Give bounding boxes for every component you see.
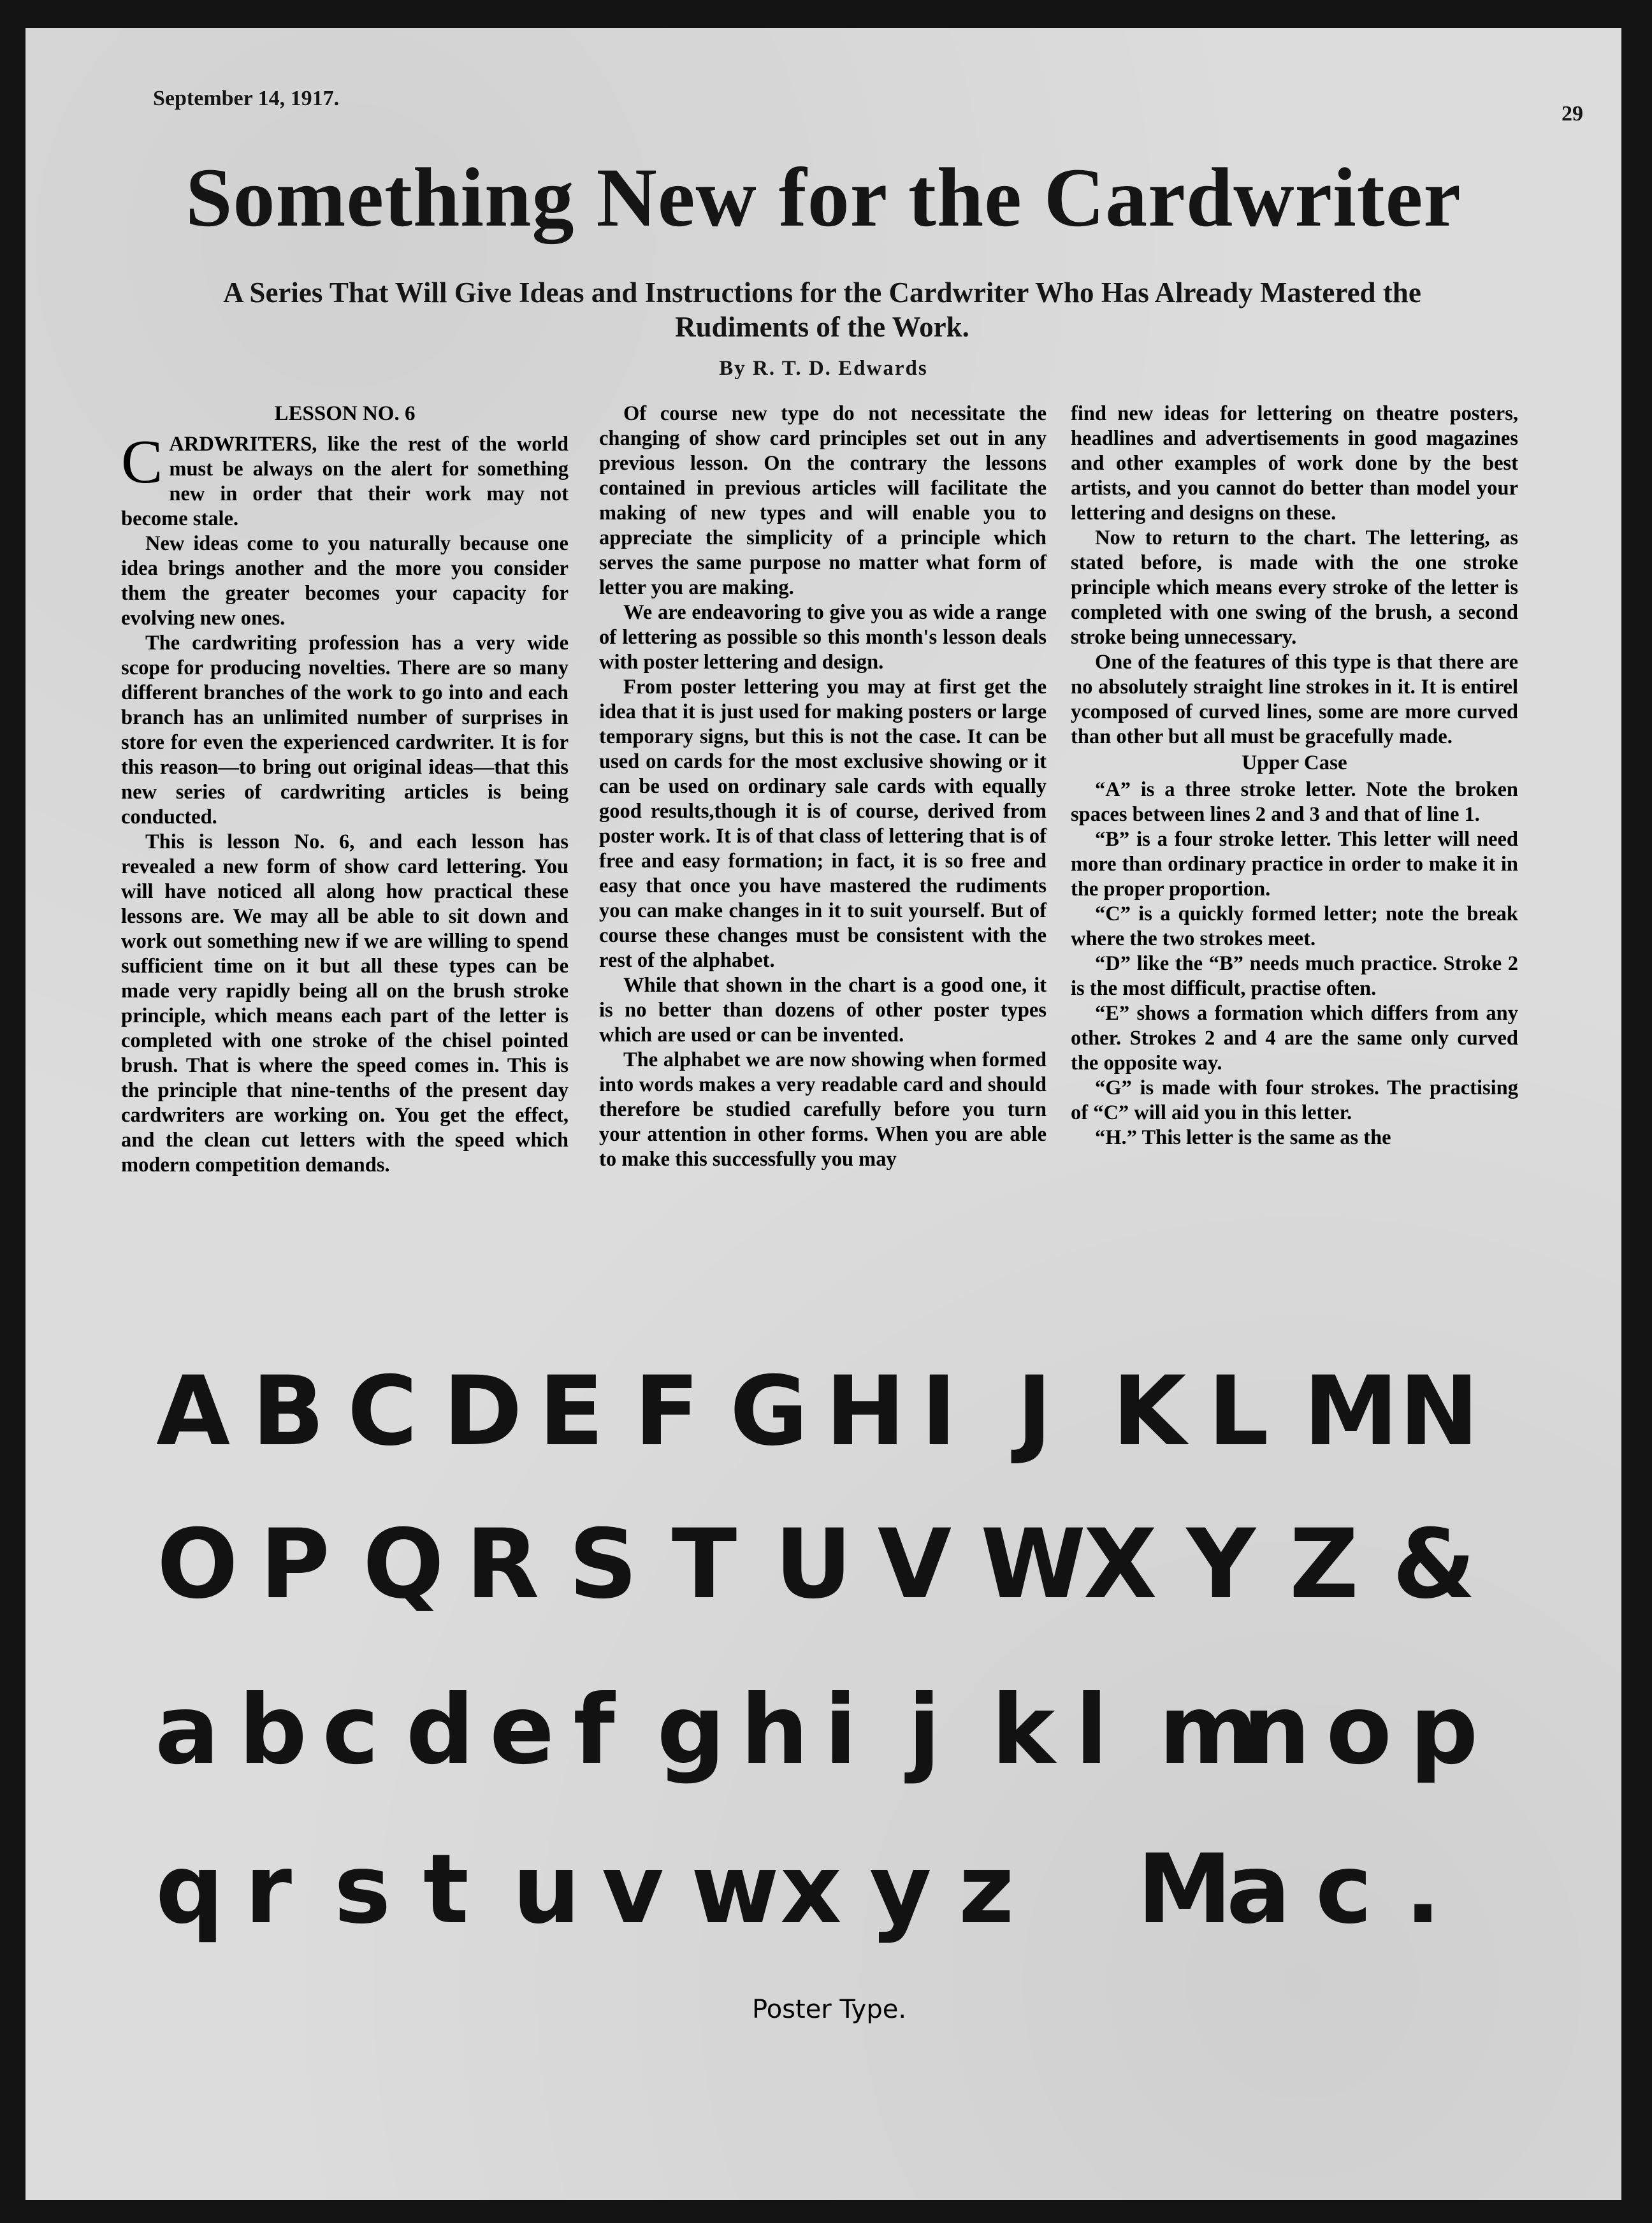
alphabet-glyph: J	[1017, 1356, 1052, 1467]
alphabet-glyph: T	[671, 1509, 737, 1620]
alphabet-row-3	[147, 1675, 1517, 1836]
chart-caption: Poster Type.	[752, 1995, 907, 2024]
paragraph: “A” is a three stroke letter. Note the broken spaces between lines 2 and 3 and that of line 1.	[1071, 778, 1518, 826]
alphabet-glyph: t	[423, 1834, 469, 1945]
byline: By R. T. D. Edwards	[719, 357, 928, 380]
alphabet-glyph: D	[443, 1356, 523, 1467]
alphabet-glyph: a	[155, 1675, 220, 1786]
paragraph	[121, 427, 569, 532]
paragraph: “C” is a quickly formed letter; note the break where the two strokes meet.	[1071, 902, 1518, 950]
alphabet-glyph: r	[245, 1834, 292, 1945]
alphabet-chart	[147, 1356, 1517, 2046]
alphabet-glyph: x	[780, 1834, 842, 1945]
lesson-heading: LESSON NO. 6	[274, 402, 416, 425]
alphabet-glyph: B	[252, 1356, 325, 1467]
alphabet-glyph: V	[877, 1509, 952, 1620]
page-number: 29	[1561, 102, 1583, 126]
alphabet-glyph: p	[1409, 1675, 1479, 1786]
paragraph: The cardwriting profession has a very wide scope for producing novelties. There are so many different branches of the work to go into and each branch has an unlimited number of surprises in store for even the experienced cardwriter. It is for this reason—to bring out original ideas—that this new series of cardwriting articles is being conducted.	[121, 631, 569, 829]
paragraph: While that shown in the chart is a good one, it is no better than dozens of other poster types which are used or can be invented.	[599, 974, 1047, 1046]
alphabet-glyph: a	[1226, 1834, 1291, 1945]
alphabet-glyph: g	[656, 1675, 725, 1786]
alphabet-glyph: l	[1075, 1675, 1108, 1786]
alphabet-glyph: f	[573, 1675, 615, 1786]
alphabet-row-1	[147, 1356, 1517, 1517]
paragraph: We are endeavoring to give you as wide a range of lettering as possible so this month's lesson deals with poster lettering and design.	[599, 601, 1047, 674]
alphabet-glyph: &	[1392, 1509, 1476, 1620]
alphabet-glyph: z	[959, 1834, 1015, 1945]
drop-cap: C	[121, 427, 163, 496]
paragraph: “E” shows a formation which differs from any other. Strokes 2 and 4 are the same only curved the opposite way.	[1071, 1001, 1518, 1075]
alphabet-glyph: e	[489, 1675, 554, 1786]
alphabet-glyph: R	[465, 1509, 540, 1620]
alphabet-glyph: w	[691, 1834, 779, 1945]
alphabet-glyph: S	[569, 1509, 638, 1620]
paragraph: This is lesson No. 6, and each lesson has revealed a new form of show card lettering. You will have noticed all along how practical these lessons are. We may all be able to sit down and work out something new if we are willing to spend sufficient time on it but all these types can be made very rapidly being all on the brush stroke principle, which means each part of the letter is completed with one stroke of the chisel pointed brush. That is where the speed comes in. This is the principle that nine-tenths of the present day cardwriters are working on. You get the effect, and the clean cut letters with the speed which modern competition demands.	[121, 830, 569, 1177]
alphabet-glyph: L	[1208, 1356, 1269, 1467]
article-subtitle: A Series That Will Give Ideas and Instructions for the Cardwriter Who Has Already Mastered the Rudiments of the Work.	[223, 277, 1421, 343]
article-title: Something New for the Cardwriter	[185, 150, 1461, 244]
paragraph: New ideas come to you naturally because one idea brings another and the more you consider them the greater becomes your capacity for evolving new ones.	[121, 532, 569, 630]
alphabet-row-2	[147, 1509, 1517, 1670]
alphabet-glyph: i	[824, 1675, 857, 1786]
alphabet-glyph: M	[1303, 1356, 1399, 1467]
issue-date: September 14, 1917.	[153, 87, 340, 110]
alphabet-glyph: H	[825, 1356, 906, 1467]
alphabet-glyph: P	[259, 1509, 330, 1620]
paragraph: find new ideas for lettering on theatre posters, headlines and advertisements in good magazines and other examples of work done by the best artists, and you cannot do better than model your lettering and designs on these.	[1071, 402, 1518, 525]
alphabet-glyph: F	[634, 1356, 700, 1467]
alphabet-glyph: n	[1242, 1675, 1311, 1786]
alphabet-glyph: X	[1083, 1509, 1157, 1620]
alphabet-glyph: Z	[1289, 1509, 1359, 1620]
alphabet-row-4	[147, 1834, 1517, 1995]
paragraph: “H.” This letter is the same as the	[1095, 1126, 1391, 1149]
alphabet-glyph: v	[602, 1834, 664, 1945]
paragraph: “B” is a four stroke letter. This letter will need more than ordinary practice in order to make it in the proper proportion.	[1071, 827, 1518, 901]
column-1	[121, 402, 569, 1178]
alphabet-glyph: E	[539, 1356, 604, 1467]
column-2	[599, 402, 1047, 1172]
alphabet-glyph: j	[908, 1675, 941, 1786]
alphabet-glyph: O	[157, 1509, 238, 1620]
alphabet-glyph: d	[405, 1675, 475, 1786]
paragraph: Now to return to the chart. The lettering, as stated before, is made with the one stroke principle which means every stroke of the letter is completed with one swing of the brush, a second stroke being unnecessary.	[1071, 526, 1518, 649]
alphabet-glyph: o	[1326, 1675, 1392, 1786]
alphabet-glyph: u	[512, 1834, 581, 1945]
alphabet-glyph: m	[1159, 1675, 1259, 1786]
paragraph: One of the features of this type is that there are no absolutely straight line strokes in it. It is entirel ycomposed of curved lines, some are more curved than other but all must be gracefully made.	[1071, 651, 1518, 748]
alphabet-glyph: Y	[1186, 1509, 1256, 1620]
alphabet-glyph: Q	[363, 1509, 444, 1620]
alphabet-glyph: W	[980, 1509, 1086, 1620]
alphabet-glyph: G	[730, 1356, 809, 1467]
alphabet-glyph: A	[156, 1356, 231, 1467]
paragraph: “D” like the “B” needs much practice. Stroke 2 is the most difficult, practise often.	[1071, 952, 1518, 1000]
alphabet-glyph: .	[1405, 1834, 1441, 1945]
alphabet-glyph: k	[991, 1675, 1055, 1786]
alphabet-glyph: h	[740, 1675, 809, 1786]
alphabet-glyph: U	[774, 1509, 853, 1620]
paragraph: “G” is made with four strokes. The practising of “C” will aid you in this letter.	[1071, 1076, 1518, 1124]
alphabet-glyph: c	[1315, 1834, 1372, 1945]
alphabet-glyph: b	[238, 1675, 307, 1786]
alphabet-glyph: q	[156, 1834, 224, 1945]
alphabet-glyph: c	[322, 1675, 379, 1786]
paragraph: Of course new type do not necessitate the changing of show card principles set out in any previous lesson. On the contrary the lessons contained in previous articles will facilitate the making of new types and will enable you to appreciate the simplicity of a principle which serves the same purpose no matter what form of letter you are making.	[599, 402, 1047, 599]
upper-case-heading: Upper Case	[1242, 751, 1347, 774]
alphabet-glyph: N	[1399, 1356, 1479, 1467]
paragraph-text: ARDWRITERS, like the rest of the world must be always on the alert for something new in order that their work may not become stale.	[121, 432, 569, 530]
paragraph: The alphabet we are now showing when formed into words makes a very readable card and should therefore be studied carefully before you turn your attention in other forms. When you are able to make this successfully you may	[599, 1048, 1047, 1171]
alphabet-glyph: C	[347, 1356, 418, 1467]
paragraph: From poster lettering you may at first get the idea that it is just used for making posters or large temporary signs, but this is not the case. It can be used on cards for the most exclusive showing or it can be used on ordinary sale cards with equally good results,though it is of course, derived from poster work. It is of that class of lettering that is of free and easy formation; in fact, it is so free and easy that once you have mastered the rudiments you can make changes in it to suit yourself. But of course these changes must be consistent with the rest of the alphabet.	[599, 676, 1047, 972]
alphabet-glyph: y	[869, 1834, 932, 1945]
column-3	[1071, 402, 1518, 1150]
alphabet-glyph: s	[334, 1834, 391, 1945]
alphabet-glyph: M	[1137, 1834, 1233, 1945]
alphabet-glyph: K	[1112, 1356, 1187, 1467]
alphabet-glyph: I	[921, 1356, 957, 1467]
